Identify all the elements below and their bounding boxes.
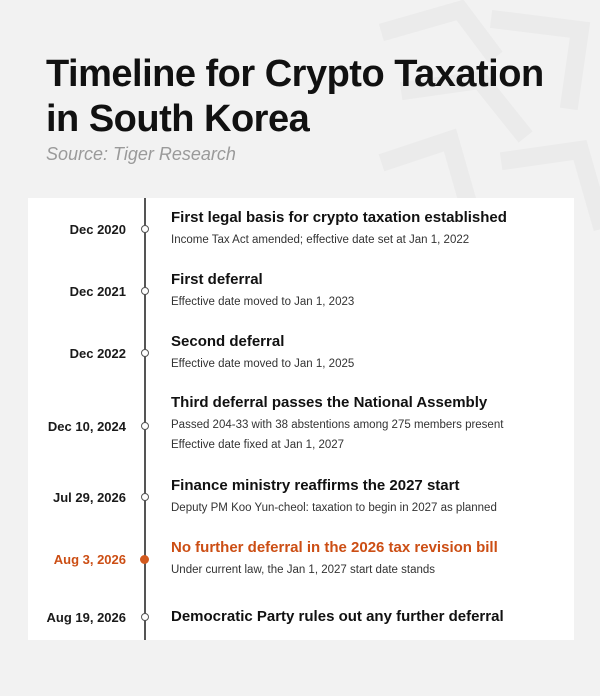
event-detail: Effective date fixed at Jan 1, 2027	[171, 439, 345, 451]
event-heading: First legal basis for crypto taxation established	[171, 209, 507, 226]
event-date: Dec 2021	[69, 284, 126, 299]
event-heading: Third deferral passes the National Assembly	[171, 394, 488, 411]
event-date: Dec 10, 2024	[47, 419, 126, 434]
timeline-marker	[141, 287, 149, 295]
highlight-marker	[140, 555, 149, 564]
event-date: Aug 19, 2026	[46, 610, 126, 625]
event-detail: Effective date moved to Jan 1, 2023	[171, 296, 355, 308]
event-date: Jul 29, 2026	[53, 490, 126, 505]
timeline-marker	[141, 349, 149, 357]
timeline-axis	[144, 198, 146, 640]
event-heading: Democratic Party rules out any further deferral	[171, 608, 504, 625]
page-title: Timeline for Crypto Taxation in South Korea	[46, 53, 544, 140]
event-date: Aug 3, 2026	[53, 552, 126, 567]
timeline-marker	[141, 422, 149, 430]
event-date: Dec 2022	[69, 346, 126, 361]
timeline-marker	[141, 225, 149, 233]
event-heading: Second deferral	[171, 333, 285, 350]
timeline-marker	[141, 613, 149, 621]
event-detail: Effective date moved to Jan 1, 2025	[171, 358, 355, 370]
timeline-marker	[141, 493, 149, 501]
event-heading: Finance ministry reaffirms the 2027 start	[171, 477, 460, 494]
event-detail: Under current law, the Jan 1, 2027 start date stands	[171, 564, 436, 576]
event-detail: Income Tax Act amended; effective date set at Jan 1, 2022	[171, 234, 470, 246]
event-date: Dec 2020	[69, 222, 126, 237]
event-heading: First deferral	[171, 271, 263, 288]
event-heading: No further deferral in the 2026 tax revision bill	[171, 539, 498, 556]
event-detail: Deputy PM Koo Yun-cheol: taxation to begin in 2027 as planned	[171, 502, 497, 514]
source-caption: Source: Tiger Research	[46, 144, 236, 164]
event-detail: Passed 204-33 with 38 abstentions among 275 members present	[171, 419, 504, 431]
